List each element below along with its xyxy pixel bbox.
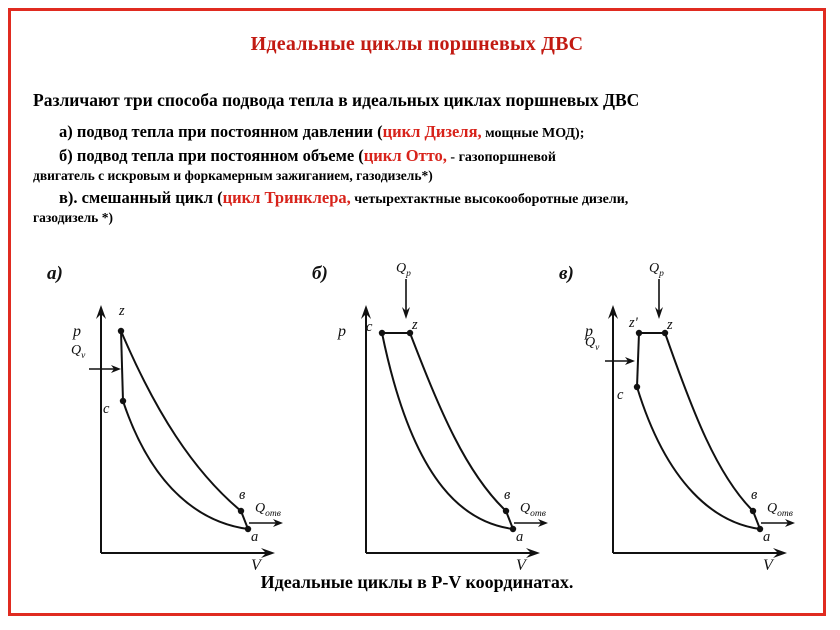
panel-label-b: б)	[312, 263, 328, 284]
point-c-b: c	[366, 319, 373, 335]
point-b-b: в	[504, 487, 511, 503]
slide-frame	[8, 8, 826, 616]
item-red-b: цикл Отто,	[363, 146, 447, 166]
intro-text: Различают три способа подвода тепла в идеальных циклах поршневых ДВС	[33, 90, 640, 110]
item-tail-b: двигатель с искровым и форкамерным зажиганием, газодизель*)	[33, 168, 433, 184]
point-a-b: а	[516, 529, 524, 545]
diagram-panel-c	[555, 261, 805, 591]
axis-label-y-b: p	[338, 323, 346, 340]
list-item	[33, 187, 823, 227]
item-marker-b: б)	[59, 146, 73, 166]
diagram-panel-a	[43, 261, 293, 591]
point-b-a: в	[239, 487, 246, 503]
item-text-c: смешанный цикл (	[77, 187, 223, 207]
heat-out-label-a: $Q_{отв}$	[255, 501, 281, 519]
diagram-panel-b	[308, 261, 558, 591]
heat-in-label-p-c: $Q_p$	[649, 261, 664, 279]
item-marker-a: а)	[59, 122, 73, 141]
axis-label-x-c: V	[763, 557, 773, 574]
point-z-c: z	[667, 317, 673, 333]
point-c-a: c	[103, 401, 110, 417]
page-title: Идеальные циклы поршневых ДВС	[250, 33, 584, 55]
list-item	[33, 121, 823, 143]
figure-caption: Идеальные циклы в P-V координатах.	[260, 572, 574, 592]
panel-label-a: а)	[47, 263, 63, 284]
point-z-a: z	[119, 303, 125, 319]
heat-in-label-v-c: $Q_v$	[585, 335, 600, 353]
item-text-a: подвод тепла при постоянном давлении (	[76, 122, 383, 141]
heat-out-label-b: $Q_{отв}$	[520, 501, 546, 519]
item-red-a: цикл Дизеля,	[382, 122, 482, 141]
list-item	[33, 145, 823, 185]
point-z-prime-c: z'	[629, 315, 638, 331]
axis-label-x-b: V	[516, 557, 526, 574]
panel-label-c: в)	[559, 263, 574, 284]
heat-in-label-a: $Q_v$	[71, 343, 86, 361]
item-after-c: четырехтактные высокооборотные дизели,	[350, 191, 629, 207]
axis-label-x-a: V	[251, 557, 261, 574]
item-after-b: - газопоршневой	[446, 150, 556, 166]
point-z-b: z	[412, 317, 418, 333]
item-tail-a: мощные МОД);	[481, 126, 585, 141]
point-a-a: а	[251, 529, 259, 545]
item-tail-c: газодизель *)	[33, 210, 113, 226]
list-block	[33, 121, 823, 229]
diagram-group	[25, 261, 825, 591]
axis-label-y-c: p	[585, 323, 593, 340]
item-red-c: цикл Тринклера,	[222, 187, 351, 207]
heat-out-label-c: $Q_{отв}$	[767, 501, 793, 519]
point-c-c: c	[617, 387, 624, 403]
heat-in-label-b: $Q_p$	[396, 261, 411, 279]
item-marker-c: в).	[59, 187, 78, 207]
axis-label-y-a: p	[73, 323, 81, 340]
point-a-c: а	[763, 529, 771, 545]
item-text-b: подвод тепла при постоянном объеме (	[76, 146, 364, 166]
point-b-c: в	[751, 487, 758, 503]
